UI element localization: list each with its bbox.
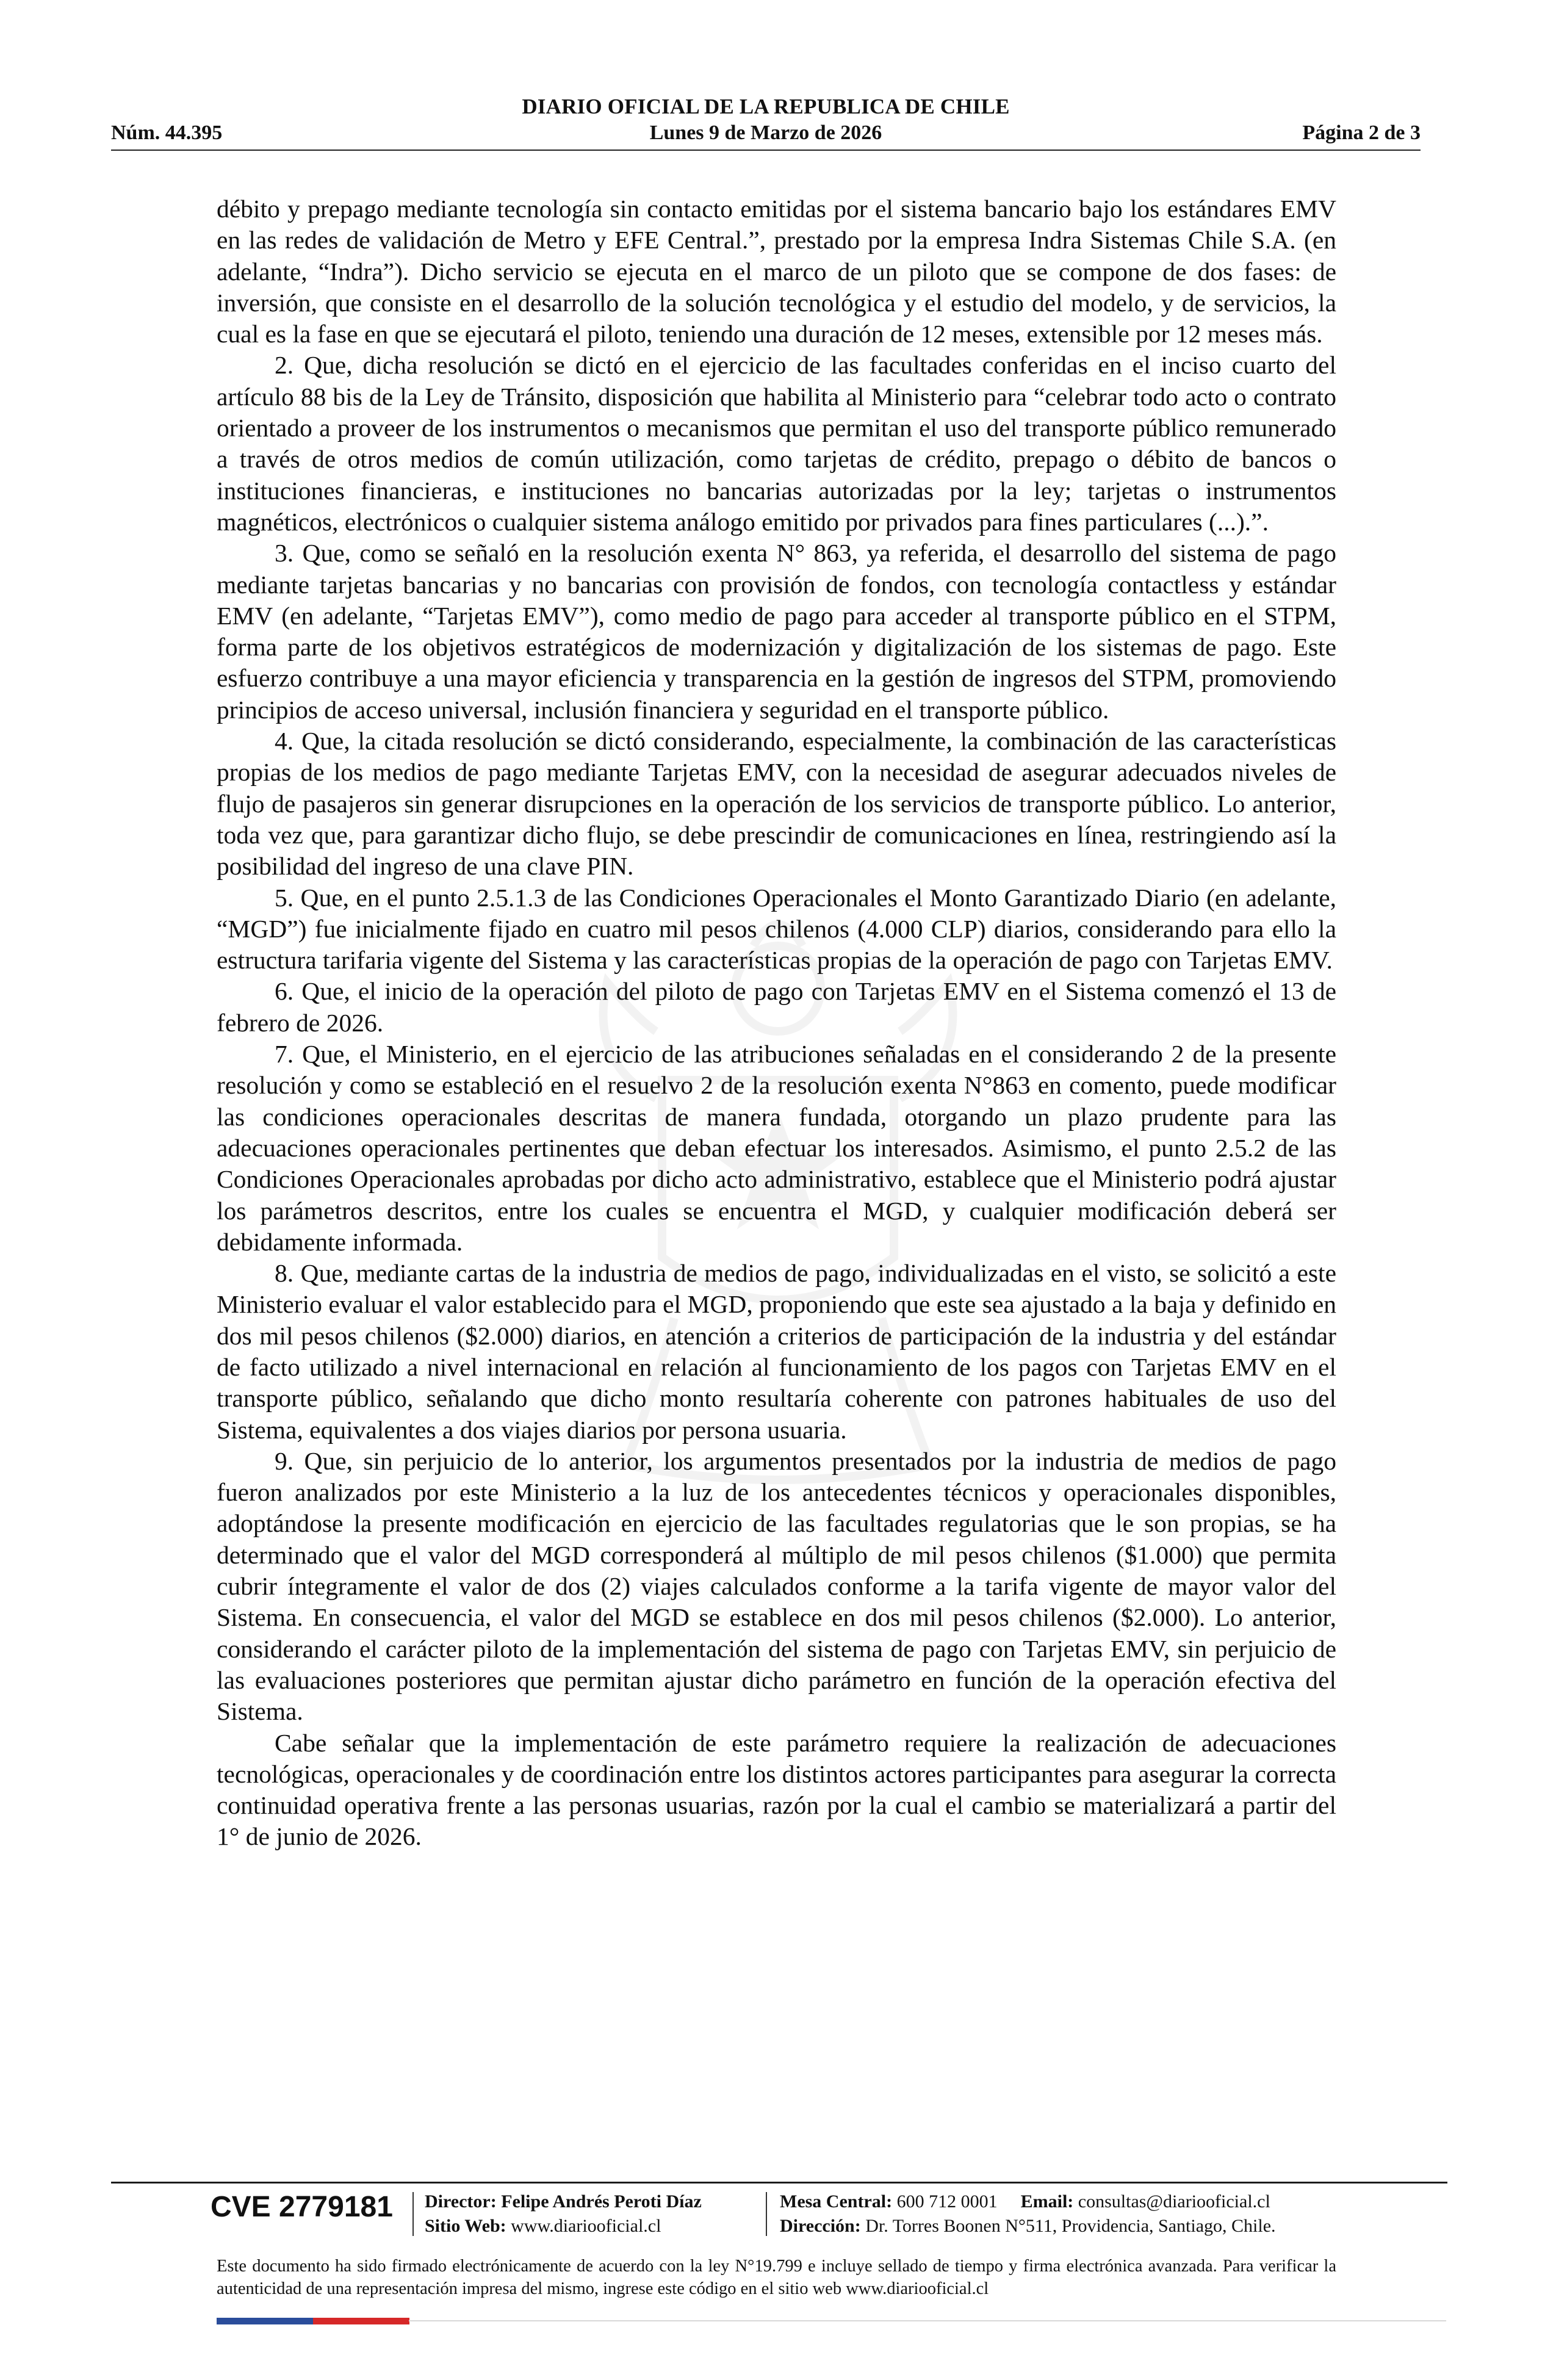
email-link[interactable]: consultas@diariooficial.cl — [1078, 2191, 1270, 2212]
paragraph: 2. Que, dicha resolución se dictó en el ejercicio de las facultades conferidas en el inciso cuarto del artículo 88 bis de la Ley de Tránsito, disposición que habilita al Ministerio para “celebrar todo acto o contrato orientado a proveer de los instrumentos o mecanismos que permitan el uso del transporte público remunerado a través de otros medios de común utilización, como tarjetas de crédito, prepago o débito de bancos o instituciones financieras, e instituciones no bancarias autorizadas por la ley; tarjetas o instrumentos magnéticos, electrónicos o cualquier sistema análogo emitido por privados para fines particulares (...).”. — [217, 351, 1336, 536]
flag-trailing-line — [409, 2320, 1446, 2321]
signature-disclaimer: Este documento ha sido firmado electrónicamente de acuerdo con la ley N°19.799 e incluye sellado de tiempo y firma electrónica avanzada. Para verificar la autenticidad de una representación impresa del mismo, ingrese este código en el sitio web www.diariooficial.cl — [217, 2257, 1336, 2298]
cve-code: CVE 2779181 — [211, 2191, 393, 2223]
paragraph: Cabe señalar que la implementación de este parámetro requiere la realización de adecuaciones tecnológicas, operacionales y de coordinación entre los distintos actores participantes para asegurar la correcta continuidad operativa frente a las personas usuarias, razón por la cual el cambio se materializará a partir del 1° de junio de 2026. — [217, 1728, 1336, 1851]
website-link[interactable]: www.diariooficial.cl — [511, 2216, 661, 2236]
issue-date: Lunes 9 de Marzo de 2026 — [649, 121, 882, 144]
flag-red-segment — [313, 2318, 409, 2324]
document-body — [217, 193, 1336, 1853]
page-header — [111, 95, 1421, 151]
website-label: Sitio Web: — [425, 2216, 506, 2236]
footer-separator — [766, 2192, 767, 2236]
address-label: Dirección: — [780, 2216, 861, 2236]
email-label: Email: — [1020, 2191, 1074, 2212]
newspaper-title: DIARIO OFICIAL DE LA REPUBLICA DE CHILE — [522, 95, 1010, 118]
flag-blue-segment — [217, 2318, 313, 2324]
phone-number: 600 712 0001 — [896, 2191, 998, 2212]
phone-label: Mesa Central: — [780, 2191, 893, 2212]
director-name: Felipe Andrés Peroti Díaz — [501, 2191, 702, 2212]
page-number: Página 2 de 3 — [1302, 121, 1421, 144]
paragraph: 9. Que, sin perjuicio de lo anterior, los argumentos presentados por la industria de medios de pago fueron analizados por este Ministerio a la luz de los antecedentes técnicos y operacionales disponibles, adoptándose la presente modificación en ejercicio de las facultades regulatorias que le son propias, se ha determinado que el valor del MGD corresponderá al múltiplo de mil pesos chilenos ($1.000) que permita cubrir íntegramente el valor de dos (2) viajes calculados conforme a la tarifa vigente de mayor valor del Sistema. En consecuencia, el valor del MGD se establece en dos mil pesos chilenos ($2.000). Lo anterior, considerando el carácter piloto de la implementación del sistema de pago con Tarjetas EMV, sin perjuicio de las evaluaciones posteriores que permitan ajustar dicho parámetro en función de la operación efectiva del Sistema. — [217, 1446, 1336, 1726]
flag-stripe — [217, 2318, 409, 2324]
paragraph: 6. Que, el inicio de la operación del piloto de pago con Tarjetas EMV en el Sistema comenzó el 13 de febrero de 2026. — [217, 977, 1336, 1037]
footer-separator — [412, 2192, 414, 2236]
paragraph: 4. Que, la citada resolución se dictó considerando, especialmente, la combinación de las características propias de los medios de pago mediante Tarjetas EMV, con la necesidad de asegurar adecuados niveles de flujo de pasajeros sin generar disrupciones en la operación de los servicios de transporte público. Lo anterior, toda vez que, para garantizar dicho flujo, se debe prescindir de comunicaciones en línea, restringiendo así la posibilidad del ingreso de una clave PIN. — [217, 727, 1336, 881]
address-text: Dr. Torres Boonen N°511, Providencia, Santiago, Chile. — [865, 2216, 1276, 2236]
director-label: Director: — [425, 2191, 497, 2212]
paragraph: débito y prepago mediante tecnología sin contacto emitidas por el sistema bancario bajo los estándares EMV en las redes de validación de Metro y EFE Central.”, prestado por la empresa Indra Sistemas Chile S.A. (en adelante, “Indra”). Dicho servicio se ejecuta en el marco de un piloto que se compone de dos fases: de inversión, que consiste en el desarrollo de la solución tecnológica y el estudio del modelo, y de servicios, la cual es la fase en que se ejecutará el piloto, teniendo una duración de 12 meses, extensible por 12 meses más. — [217, 195, 1336, 348]
footer-director-block — [425, 2190, 702, 2238]
paragraph: 3. Que, como se señaló en la resolución exenta N° 863, ya referida, el desarrollo del sistema de pago mediante tarjetas bancarias y no bancarias con provisión de fondos, con tecnología contactless y estándar EMV (en adelante, “Tarjetas EMV”), como medio de pago para acceder al transporte público en el STPM, forma parte de los objetivos estratégicos de modernización y digitalización de los sistemas de pago. Este esfuerzo contribuye a una mayor eficiencia y transparencia en la gestión de ingresos del STPM, promoviendo principios de acceso universal, inclusión financiera y seguridad en el transporte público. — [217, 539, 1336, 724]
issue-number: Núm. 44.395 — [111, 121, 223, 144]
paragraph: 7. Que, el Ministerio, en el ejercicio de las atribuciones señaladas en el considerando 2 de la presente resolución y como se estableció en el resuelvo 2 de la resolución exenta N°863 en comento, puede modificar las condiciones operacionales descritas de manera fundada, otorgando un plazo prudente para las adecuaciones operacionales pertinentes que deban efectuar los interesados. Asimismo, el punto 2.5.2 de las Condiciones Operacionales aprobadas por dicho acto administrativo, establece que el Ministerio podrá ajustar los parámetros descritos, entre los cuales se encuentra el MGD, y cualquier modificación deberá ser debidamente informada. — [217, 1040, 1336, 1256]
footer-divider — [111, 2182, 1447, 2183]
footer-contact-block — [780, 2190, 1276, 2238]
paragraph: 5. Que, en el punto 2.5.1.3 de las Condiciones Operacionales el Monto Garantizado Diario (en adelante, “MGD”) fue inicialmente fijado en cuatro mil pesos chilenos (4.000 CLP) diarios, considerando para ello la estructura tarifaria vigente del Sistema y las características propias de la operación de pago con Tarjetas EMV. — [217, 883, 1336, 975]
paragraph: 8. Que, mediante cartas de la industria de medios de pago, individualizadas en el visto, se solicitó a este Ministerio evaluar el valor establecido para el MGD, proponiendo que este sea ajustado a la baja y definido en dos mil pesos chilenos ($2.000) diarios, en atención a criterios de participación de la industria y del estándar de facto utilizado a nivel internacional en relación al funcionamiento de los pagos con Tarjetas EMV en el transporte público, señalando que dicho monto resultaría coherente con patrones habituales de uso del Sistema, equivalentes a dos viajes diarios por persona usuaria. — [217, 1259, 1336, 1444]
